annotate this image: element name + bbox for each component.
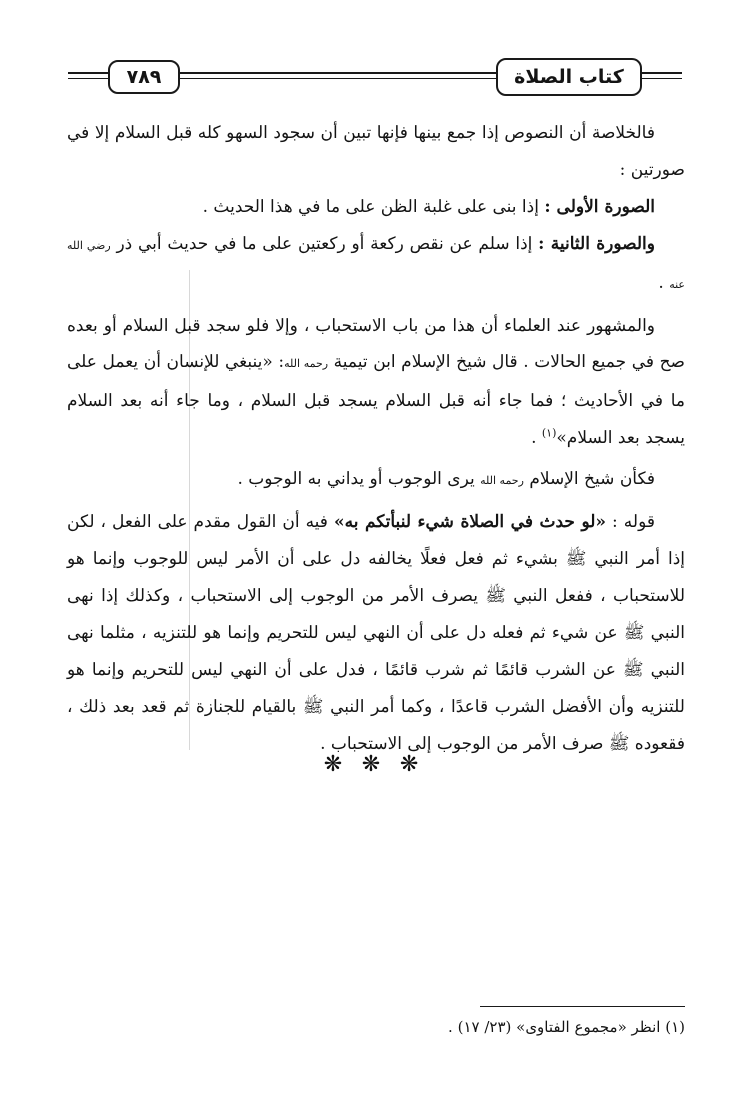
paragraph-conclusion: فالخلاصة أن النصوص إذا جمع بينها فإنها تبين أن سجود السهو كله قبل السلام إلا في صورتين : (67, 123, 685, 180)
footnote-rule (480, 1006, 685, 1007)
footnote-ref[interactable]: (١) (541, 426, 557, 440)
paragraph-first-case (67, 189, 685, 226)
paragraph-second-case (67, 226, 685, 304)
chapter-title: كتاب الصلاة (496, 58, 642, 96)
commentary-text: فيه أن القول مقدم على الفعل ، لكن إذا أمر النبي ﷺ بشيء ثم فعل فعلًا يخالفه دل على أن الأمر ليس للوجوب وإنما هو للاستحباب ، ففعل النبي ﷺ يصرف الأمر من الوجوب إلى الاستحباب ، وكذلك إذا نهى النبي ﷺ عن شيء ثم فعله دل على أن النهي ليس للتحريم وإنما هو للتنزيه ، مثلما نهى النبي ﷺ عن الشرب قائمًا ثم شرب قائمًا ، فدل على أن النهي ليس للتحريم وإنما هو للتنزيه وأن الأفضل الشرب قاعدًا ، وكما أمر النبي ﷺ بالقيام للجنازة ثم قعد بعد ذلك ، فقعوده ﷺ صرف الأمر من الوجوب إلى الاستحباب . (67, 512, 685, 754)
commentary-intro: قوله : (606, 512, 655, 533)
page-number: ٧٨٩ (108, 60, 180, 94)
first-case-text: إذا بنى على غلبة الظن على ما في هذا الحديث . (202, 196, 545, 217)
wujub-text-1: فكأن شيخ الإسلام (523, 469, 655, 490)
honorific: رضي الله عنه (67, 238, 685, 291)
second-case-label: والصورة الثانية : (538, 233, 655, 254)
wujub-text-2: يرى الوجوب أو يداني به الوجوب . (237, 469, 481, 490)
section-separator: ❋ ❋ ❋ (323, 752, 425, 777)
paragraph-commentary (67, 504, 685, 762)
ibn-taymiyyah-tail: . (531, 428, 542, 449)
honorific: رحمه الله (284, 357, 329, 371)
body-text (67, 115, 685, 762)
second-case-text: إذا سلم عن نقص ركعة أو ركعتين على ما في حديث أبي ذر (110, 233, 539, 254)
paragraph-wujub (67, 461, 685, 500)
second-case-tail: . (658, 272, 670, 293)
ibn-taymiyyah-text: والمشهور عند العلماء أن هذا من باب الاستحباب ، وإلا فلو سجد قبل السلام أو بعده صح في جميع الحالات . قال شيخ الإسلام ابن تيمية (67, 315, 685, 373)
first-case-label: الصورة الأولى : (544, 196, 655, 217)
footnote: (١) انظر «مجموع الفتاوى» (٢٣/ ١٧) . (448, 1018, 685, 1036)
honorific: رحمه الله (480, 474, 524, 488)
hadith-quote: «لو حدث في الصلاة شيء لنبأتكم به» (333, 512, 607, 533)
paragraph-ibn-taymiyyah (67, 308, 685, 458)
ibn-taymiyyah-quote: : «ينبغي للإنسان أن يعمل على ما في الأحاديث ؛ فما جاء أنه قبل السلام يسجد قبل السلام ، وما جاء أنه بعد السلام يسجد بعد السلام» (67, 352, 685, 449)
